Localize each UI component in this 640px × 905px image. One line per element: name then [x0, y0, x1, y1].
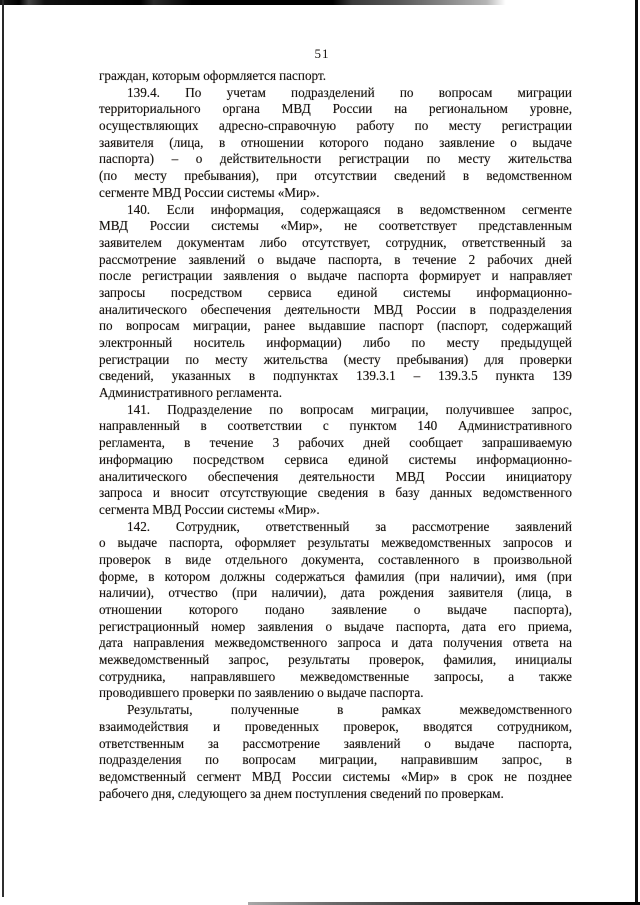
text-line: после регистрации заявления о выдаче паспорта формирует и направляет	[99, 268, 572, 284]
text-line: ответственным за рассмотрение заявлений о выдаче паспорта,	[99, 735, 572, 751]
paragraph	[99, 85, 572, 202]
text-line: отношении которого подано заявление о выдаче паспорта),	[99, 602, 572, 617]
text-line: граждан, которым оформляется паспорт.	[99, 68, 327, 83]
text-line: наличии), отчество (при наличии), дата рождения заявителя (лица, в	[99, 585, 572, 601]
text-line: сведений, указанных в подпунктах 139.3.1 – 139.3.5 пункта 139	[99, 368, 572, 384]
text-line: сегмента МВД России системы «Мир».	[99, 501, 320, 517]
text-line: взаимодействия и проведенных проверок, вводятся сотрудником,	[99, 718, 572, 734]
text-line: по вопросам миграции, ранее выдавшие паспорт (паспорт, содержащий	[99, 318, 572, 334]
text-line: регламента, в течение 3 рабочих дней сообщает запрашиваемую	[99, 435, 572, 451]
text-line: паспорта) – о действительности регистрации по месту жительства	[99, 151, 572, 167]
text-line: ведомственный сегмент МВД России системы «Мир» в срок не позднее	[99, 768, 572, 784]
scan-frame-left	[2, 0, 4, 897]
text-line: 140. Если информация, содержащаяся в ведомственном сегменте	[127, 201, 572, 217]
scan-frame-top	[0, 0, 640, 5]
text-line: запроса и вносит отсутствующие сведения в базу данных ведомственного	[99, 485, 572, 501]
text-line: регистрации по месту жительства (месту пребывания) для проверки	[99, 351, 572, 367]
paragraph	[99, 702, 572, 802]
text-line: проверок в виде отдельного документа, составленного в произвольной	[99, 551, 572, 567]
scan-frame-right	[635, 0, 638, 905]
text-line: проводившего проверки по заявлению о выдаче паспорта.	[99, 685, 424, 701]
text-line: информацию посредством сервиса единой системы информационно-	[99, 451, 572, 467]
text-line: заявителя (лица, в отношении которого подано заявление о выдаче	[99, 134, 572, 150]
text-line: территориального органа МВД России на региональном уровне,	[99, 101, 572, 117]
paragraph	[99, 402, 572, 519]
text-line: сегменте МВД России системы «Мир».	[99, 184, 320, 200]
text-line: рассмотрение заявлений о выдаче паспорта, в течение 2 рабочих дней	[99, 251, 572, 267]
text-line: рабочего дня, следующего за днем поступления сведений по проверкам.	[99, 785, 504, 801]
text-line: Результаты, полученные в рамках межведомственного	[127, 702, 572, 718]
document-body	[99, 68, 572, 802]
text-line: межведомственный запрос, результаты проверок, фамилия, инициалы	[99, 652, 572, 668]
text-line: 142. Сотрудник, ответственный за рассмотрение заявлений	[127, 518, 572, 534]
paragraph	[99, 519, 572, 703]
text-line: 139.4. По учетам подразделений по вопросам миграции	[127, 84, 572, 100]
text-line: электронный носитель информации) либо по месту предыдущей	[99, 335, 572, 350]
text-line: (по месту пребывания), при отсутствии сведений в ведомственном	[99, 168, 572, 184]
text-line: МВД России системы «Мир», не соответствует представленным	[99, 218, 572, 234]
paragraph	[99, 68, 572, 85]
text-line: заявителем документам либо отсутствует, сотрудник, ответственный за	[99, 234, 572, 250]
text-line: аналитического обеспечения деятельности МВД России в подразделения	[99, 301, 572, 317]
text-line: направленный в соответствии с пунктом 140 Административного	[99, 418, 572, 434]
text-line: осуществляющих адресно-справочную работу по месту регистрации	[99, 118, 572, 134]
paragraph	[99, 202, 572, 402]
text-line: форме, в котором должны содержаться фамилия (при наличии), имя (при	[99, 568, 572, 584]
page-number: 51	[314, 46, 330, 61]
text-line: Административного регламента.	[99, 385, 283, 401]
text-line: запросы посредством сервиса единой системы информационно-	[99, 284, 572, 300]
text-line: сотрудника, направлявшего межведомственные запросы, а также	[99, 668, 572, 684]
text-line: дата направления межведомственного запроса и дата получения ответа на	[99, 635, 572, 651]
text-line: аналитического обеспечения деятельности МВД России инициатору	[99, 468, 572, 484]
text-line: регистрационный номер заявления о выдаче паспорта, дата его приема,	[99, 618, 572, 634]
text-line: подразделения по вопросам миграции, направившим запрос, в	[99, 752, 572, 768]
text-line: о выдаче паспорта, оформляет результаты межведомственных запросов и	[99, 535, 572, 551]
text-line: 141. Подразделение по вопросам миграции, получившее запрос,	[127, 401, 572, 417]
